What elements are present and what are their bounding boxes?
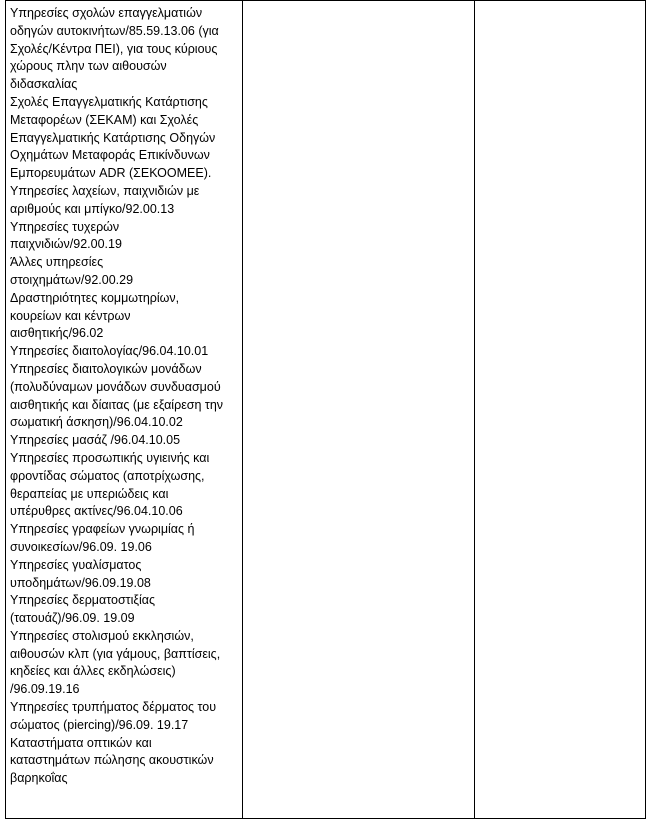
list-item [10,290,238,343]
entry-line: συνοικεσίων/96.09. 19.06 [10,539,152,554]
list-item [10,450,238,521]
empty-cell-right [475,1,646,819]
list-item [10,94,238,183]
entry-line: παιχνιδιών/92.00.19 [10,237,122,252]
empty-cell-middle [242,1,475,819]
activities-cell [6,1,243,819]
entry-line: Υπηρεσίες στολισμού εκκλησιών, [10,628,194,643]
entry-line: Υπηρεσίες διαιτολογίας/96.04.10.01 [10,344,209,359]
entry-line: (πολυδύναμων μονάδων συνδυασμού [10,379,221,394]
entry-line: Δραστηριότητες κομμωτηρίων, [10,290,180,305]
entry-line: Εμπορευμάτων ADR (ΣΕΚΟΟΜΕΕ). [10,166,212,181]
entry-line: Υπηρεσίες γυαλίσματος [10,557,142,572]
entry-line: καταστημάτων πώλησης ακουστικών [10,753,214,768]
entry-line: θεραπείας με υπεριώδεις και [10,486,169,501]
entry-line: κηδείες και άλλες εκδηλώσεις) [10,664,176,679]
entry-line: κουρείων και κέντρων [10,308,131,323]
entry-line: στοιχημάτων/92.00.29 [10,272,134,287]
list-item [10,699,238,735]
entry-line: Υπηρεσίες λαχείων, παιχνιδιών με [10,183,200,198]
list-item [10,219,238,255]
list-item [10,432,238,450]
table-row [6,1,646,819]
entry-line: Υπηρεσίες τρυπήματος δέρματος του [10,700,217,715]
entry-line: Επαγγελματικής Κατάρτισης Οδηγών [10,130,216,145]
entry-line: αιθουσών κλπ (για γάμους, βαπτίσεις, [10,646,221,661]
entry-line: υπέρυθρες ακτίνες/96.04.10.06 [10,504,183,519]
list-item [10,343,238,361]
list-item [10,183,238,219]
entry-line: Υπηρεσίες σχολών επαγγελματιών [10,6,203,20]
entry-line: διδασκαλίας [10,77,78,92]
activities-list [6,1,242,788]
list-item [10,557,238,593]
entry-line: βαρηκοΐας [10,771,68,786]
entry-line: Σχολές/Κέντρα ΠΕΙ), για τους κύριους [10,41,218,56]
entry-line: αισθητικής/96.02 [10,326,104,341]
entry-line: Υπηρεσίες γραφείων γνωριμίας ή [10,522,195,537]
entry-line: αισθητικής και δίαιτας (με εξαίρεση την [10,397,224,412]
entry-line: σωματική άσκηση)/96.04.10.02 [10,415,183,430]
entry-line: Καταστήματα οπτικών και [10,735,152,750]
entry-line: σώματος (piercing)/96.09. 19.17 [10,717,189,732]
document-table [5,0,646,819]
entry-line: /96.09.19.16 [10,682,80,697]
entry-line: χώρους πλην των αιθουσών [10,59,167,74]
list-item [10,521,238,557]
entry-line: Άλλες υπηρεσίες [10,255,104,270]
entry-line: (τατουάζ)/96.09. 19.09 [10,611,135,626]
list-item [10,592,238,628]
entry-line: φροντίδας σώματος (αποτρίχωσης, [10,468,205,483]
entry-line: Σχολές Επαγγελματικής Κατάρτισης [10,94,208,109]
entry-line: Μεταφορέων (ΣΕΚΑΜ) και Σχολές [10,112,199,127]
entry-line: Οχημάτων Μεταφοράς Επικίνδυνων [10,148,210,163]
entry-line: υποδημάτων/96.09.19.08 [10,575,151,590]
entry-line: Υπηρεσίες μασάζ /96.04.10.05 [10,433,181,448]
list-item [10,254,238,290]
entry-line: Υπηρεσίες τυχερών [10,219,120,234]
list-item [10,628,238,699]
entry-line: Υπηρεσίες δερματοστιξίας [10,593,155,608]
entry-line: αριθμούς και μπίγκο/92.00.13 [10,201,175,216]
entry-line: Υπηρεσίες προσωπικής υγιεινής και [10,450,210,465]
list-item [10,735,238,788]
list-item [10,5,238,94]
entry-line: Υπηρεσίες διαιτολογικών μονάδων [10,361,202,376]
list-item [10,361,238,432]
entry-line: οδηγών αυτοκινήτων/85.59.13.06 (για [10,23,219,38]
